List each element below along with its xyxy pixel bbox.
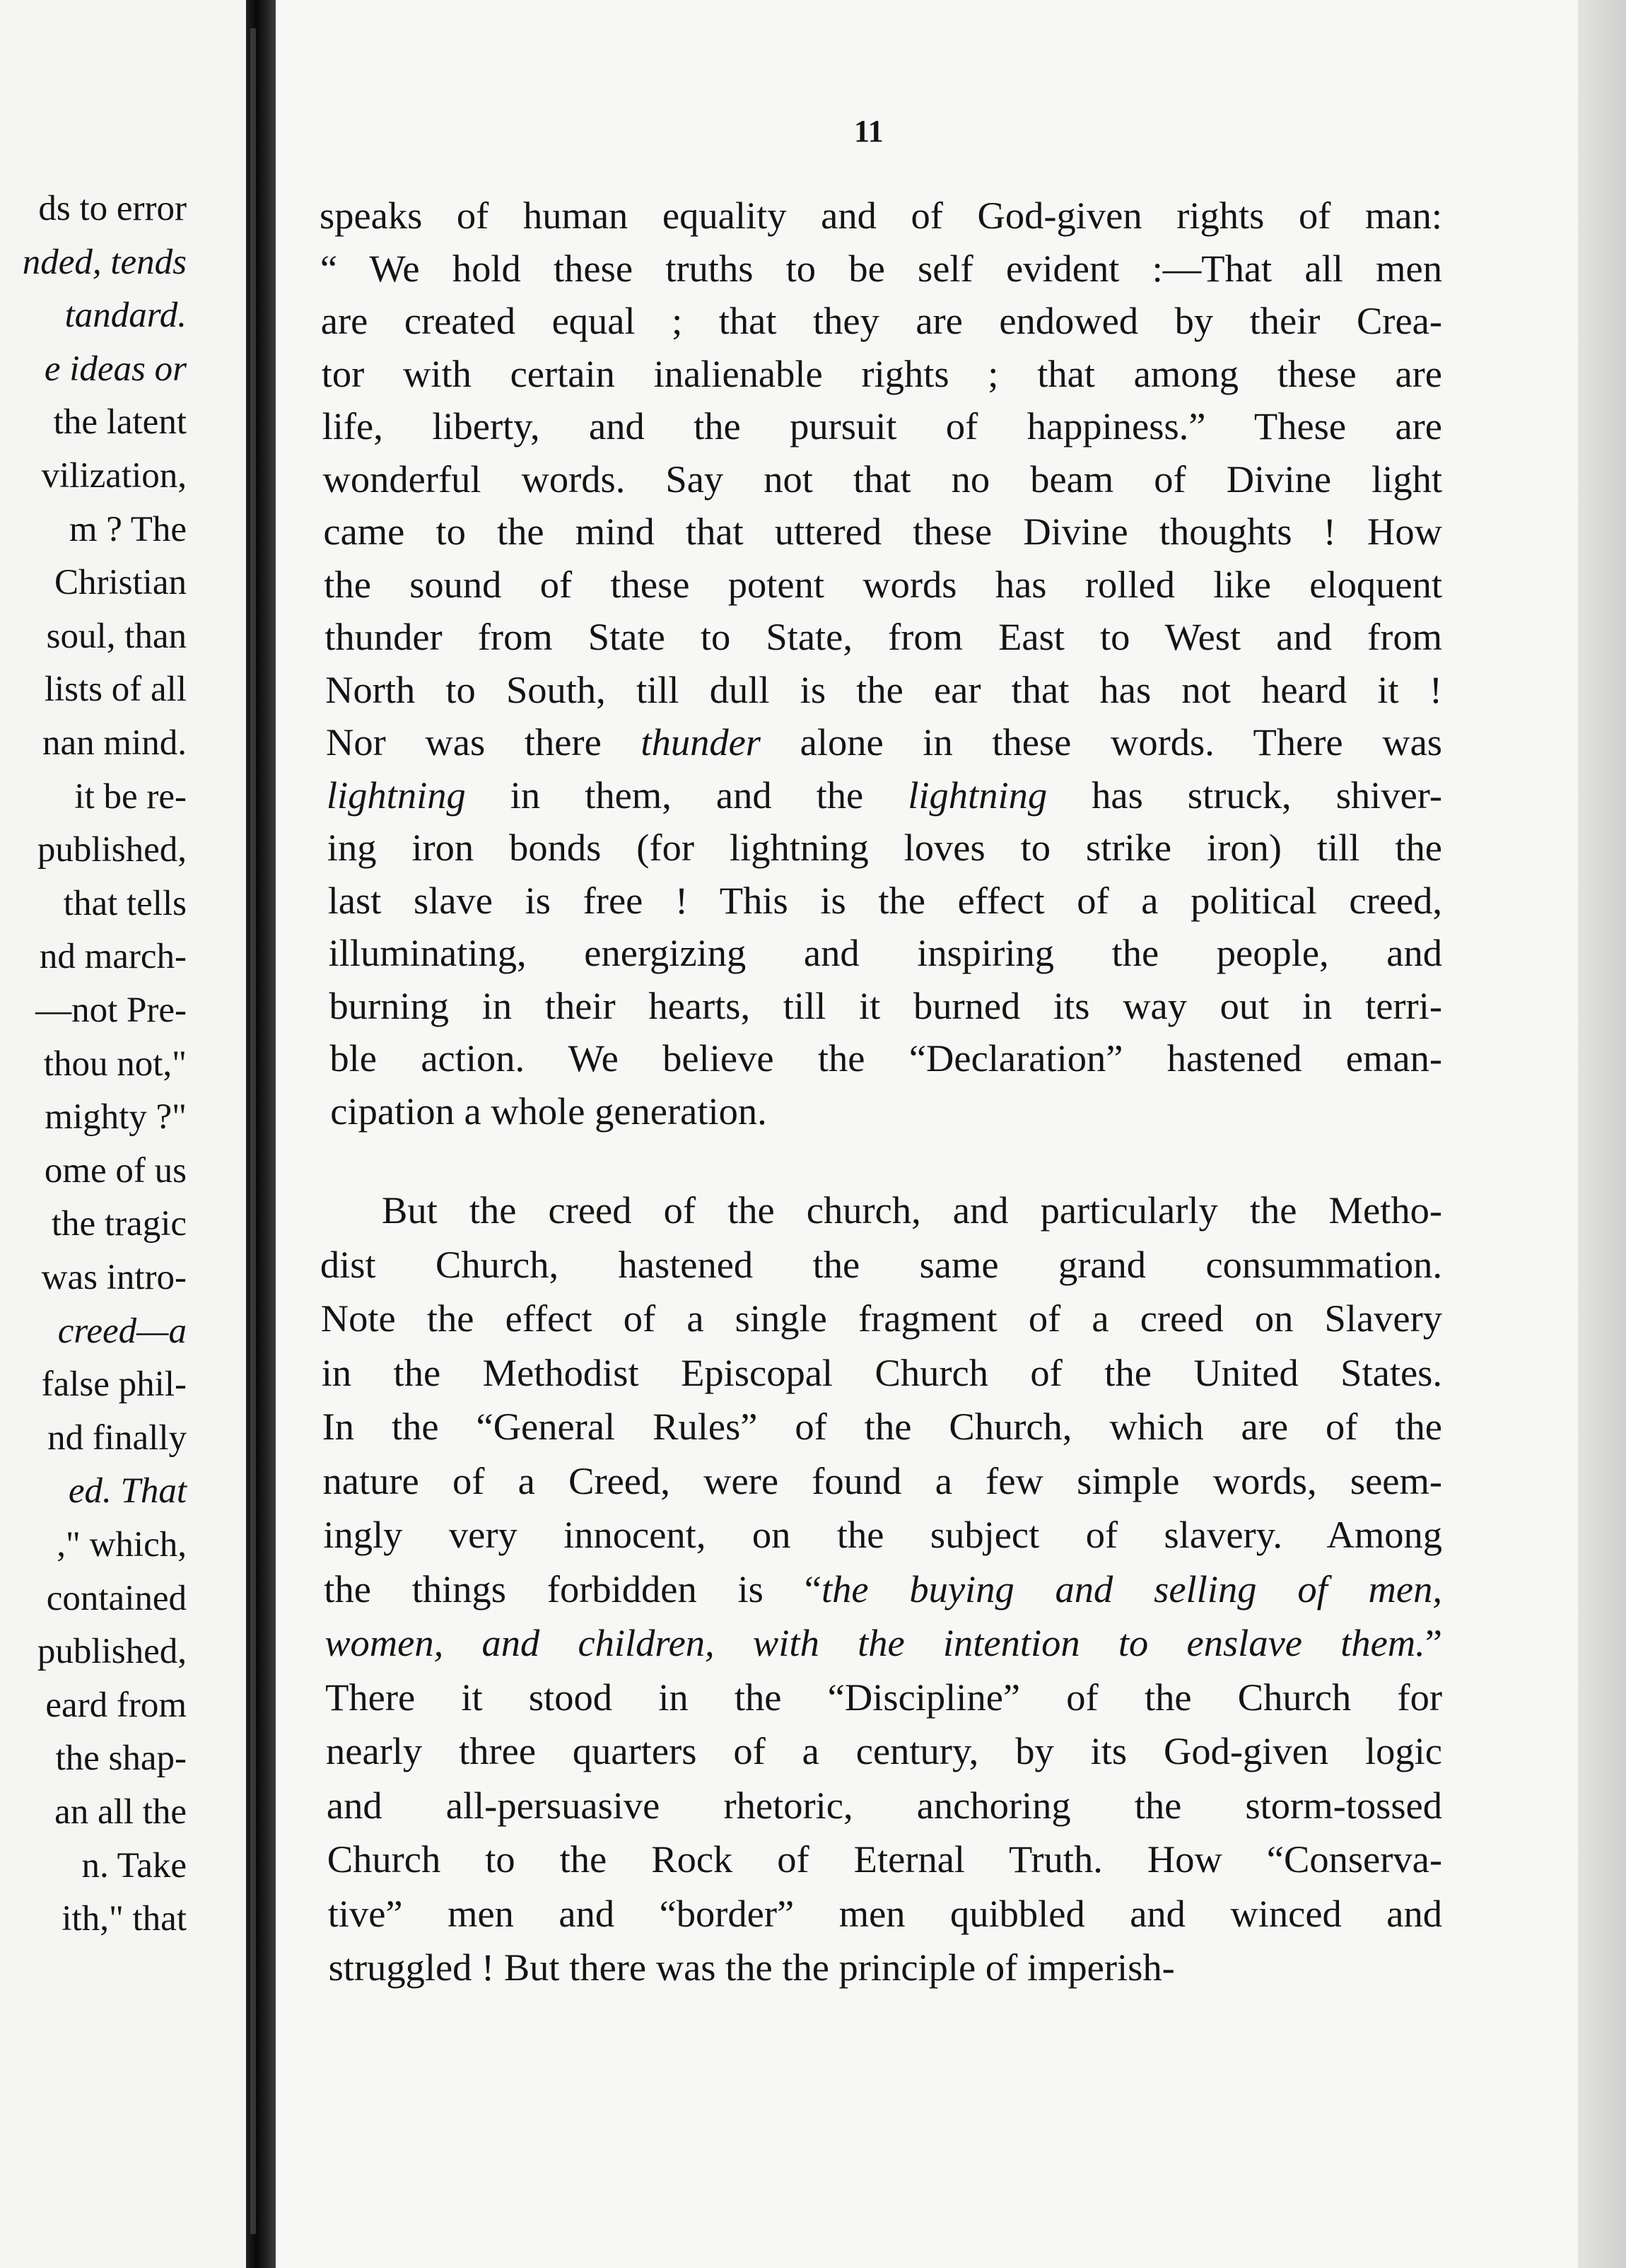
- left-page-line: was intro-: [41, 1258, 187, 1297]
- paragraph_1-line: wonderful words. Say not that no beam of Divine light: [322, 457, 1442, 501]
- left-page-fragment: [0, 0, 246, 2268]
- left-page-line: Christian: [54, 563, 187, 603]
- left-page-line: that tells: [63, 883, 187, 923]
- left-page-line: thou not,": [43, 1044, 187, 1084]
- paragraph_2-line: and all-persuasive rhetoric, anchoring the storm-tossed: [326, 1783, 1442, 1827]
- paragraph_2-line: There it stood in the “Discipline” of the Church for: [325, 1675, 1442, 1719]
- paragraph_2-line: dist Church, hastened the same grand consummation.: [320, 1242, 1442, 1286]
- paragraph_2-line: In the “General Rules” of the Church, which are of the: [322, 1405, 1442, 1448]
- paragraph_1-line: life, liberty, and the pursuit of happiness.” These are: [322, 404, 1442, 448]
- left-page-line: an all the: [54, 1792, 187, 1832]
- paragraph_1-line: last slave is free ! This is the effect of a political creed,: [327, 878, 1442, 922]
- paragraph_2-line: But the creed of the church, and particularly the Metho-: [382, 1188, 1442, 1232]
- left-page-line: nd march-: [39, 937, 187, 977]
- paragraph_2-line: Note the effect of a single fragment of a creed on Slavery: [320, 1297, 1442, 1340]
- page-edge: [1578, 0, 1626, 2268]
- paragraph_1-line: burning in their hearts, till it burned its way out in terri-: [329, 983, 1442, 1027]
- page-number: 11: [854, 114, 884, 148]
- left-page-line: vilization,: [41, 456, 187, 496]
- paragraph_1-line: Nor was there thunder alone in these words. There was: [326, 720, 1443, 764]
- left-page-line: ed. That: [68, 1471, 187, 1512]
- paragraph_2-line: in the Methodist Episcopal Church of the United States.: [321, 1350, 1442, 1394]
- paragraph_1-line: “ We hold these truths to be self evident :—That all men: [320, 246, 1442, 290]
- paragraph_2-line: ingly very innocent, on the subject of slavery. Among: [323, 1513, 1442, 1556]
- left-page-line: ome of us: [44, 1150, 187, 1191]
- left-page-line: the shap-: [55, 1738, 187, 1779]
- left-page-line: nd finally: [47, 1418, 187, 1458]
- gutter-shadow: [250, 28, 256, 2234]
- left-page-line: ," which,: [57, 1525, 187, 1565]
- paragraph_1-line: tor with certain inalienable rights ; that among these are: [321, 351, 1442, 395]
- paragraph_2-line: nature of a Creed, were found a few simple words, seem-: [322, 1459, 1442, 1502]
- left-page-line: e ideas or: [44, 349, 187, 389]
- paragraph_1-line: thunder from State to State, from East to West and from: [324, 615, 1442, 658]
- left-page-line: m ? The: [69, 509, 187, 549]
- left-page-line: published,: [37, 830, 187, 870]
- left-page-line: nan mind.: [42, 723, 187, 763]
- left-page-line: contained: [46, 1578, 187, 1618]
- left-page-line: it be re-: [74, 776, 187, 817]
- paragraph_1-line: the sound of these potent words has rolled like eloquent: [324, 562, 1442, 606]
- left-page-line: —not Pre-: [35, 990, 187, 1030]
- paragraph_2-line: the things forbidden is “the buying and selling of men,: [324, 1567, 1442, 1611]
- paragraph_2-line: tive” men and “border” men quibbled and winced and: [327, 1891, 1442, 1935]
- left-page-line: soul, than: [46, 616, 187, 656]
- left-page-line: mighty ?": [45, 1097, 187, 1138]
- left-page-line: ds to error: [38, 189, 187, 228]
- left-page-line: n. Take: [81, 1845, 187, 1886]
- left-page-line: the tragic: [51, 1204, 187, 1244]
- left-page-line: eard from: [45, 1685, 187, 1725]
- paragraph_2-line: Church to the Rock of Eternal Truth. How “Conserva-: [327, 1837, 1442, 1881]
- left-page-line: ith," that: [62, 1899, 187, 1939]
- paragraph_1-line: are created equal ; that they are endowed by their Crea-: [320, 299, 1442, 342]
- paragraph_2-line: struggled ! But there was the the principle of imperish-: [328, 1946, 1175, 1989]
- left-page-line: the latent: [53, 402, 187, 443]
- paragraph_1-line: illuminating, energizing and inspiring the people, and: [328, 931, 1442, 974]
- paragraph_1-line: speaks of human equality and of God-given rights of man:: [320, 194, 1442, 237]
- left-page-line: nded, tends: [22, 242, 187, 282]
- left-page-line: creed—a: [57, 1311, 187, 1351]
- paragraph_2-line: nearly three quarters of a century, by its God-given logic: [326, 1729, 1442, 1772]
- paragraph_1-line: came to the mind that uttered these Divine thoughts ! How: [323, 510, 1442, 553]
- paragraph_1-line: ble action. We believe the “Declaration” hastened eman-: [329, 1036, 1442, 1080]
- left-page-line: lists of all: [44, 670, 187, 710]
- paragraph_1-line: cipation a whole generation.: [330, 1089, 767, 1133]
- left-page-line: published,: [37, 1632, 187, 1672]
- paragraph_2-line: women, and children, with the intention to enslave them.”: [324, 1621, 1442, 1664]
- left-page-line: tandard.: [64, 296, 187, 336]
- paragraph_1-line: ing iron bonds (for lightning loves to strike iron) till the: [327, 826, 1442, 869]
- left-page-line: false phil-: [41, 1364, 187, 1405]
- paragraph_1-line: North to South, till dull is the ear that has not heard it !: [325, 667, 1442, 711]
- paragraph_1-line: lightning in them, and the lightning has struck, shiver-: [326, 773, 1442, 817]
